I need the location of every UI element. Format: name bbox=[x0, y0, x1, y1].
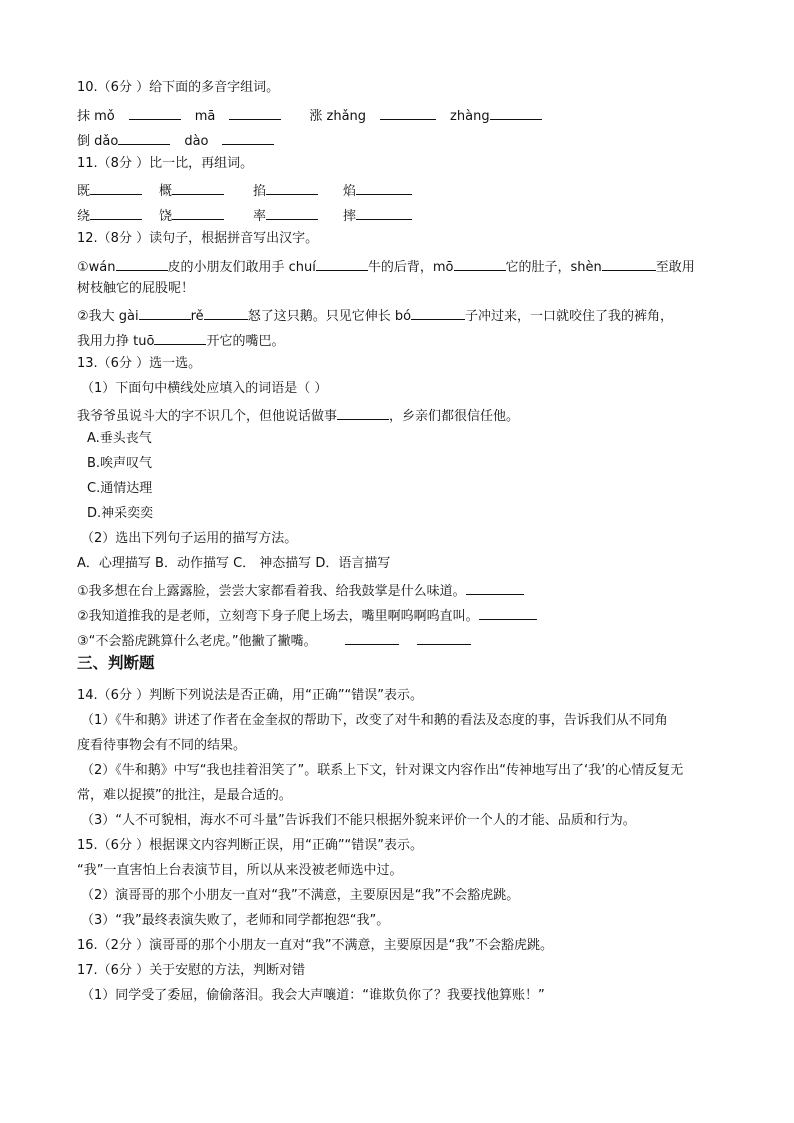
q15-item-3: （3）“我”最终表演失败了，老师和同学都抱怨“我”。 bbox=[81, 913, 390, 928]
q15-item-2: （2）演哥哥的那个小朋友一直对“我”不满意，主要原因是“我”不会豁虎跳。 bbox=[81, 888, 520, 903]
sentence-text: ③“不会豁虎跳算什么老虎。”他撇了撇嘴。 bbox=[77, 634, 317, 649]
q14-item-3: （3）“人不可貌相，海水不可斗量”告诉我们不能只根据外貌来评价一个人的才能、品质和行为。 bbox=[81, 813, 636, 828]
answer-blank[interactable] bbox=[172, 205, 224, 220]
q10-row-2 bbox=[77, 130, 727, 151]
q17-heading: 17.（6分 ）关于安慰的方法，判断对错 bbox=[77, 963, 306, 978]
q11-row-1 bbox=[77, 180, 727, 201]
pinyin-label: 抹 mǒ bbox=[77, 109, 115, 124]
q12-sentence-2-cont bbox=[77, 330, 727, 351]
option-a[interactable]: A.垂头丧气 bbox=[87, 431, 152, 446]
sentence-text: 我爷爷虽说斗大的字不识几个，但他说话做事 bbox=[77, 409, 338, 424]
q17-item-1: （1）同学受了委屈，偷偷落泪。我会大声嚷道：“谁欺负你了？我要找他算账！” bbox=[81, 988, 545, 1003]
answer-blank[interactable] bbox=[222, 130, 274, 145]
char-label: 焰 bbox=[343, 184, 357, 199]
sentence-text: ②我知道推我的是老师，立刻弯下身子爬上场去，嘴里啊呜啊呜直叫。 bbox=[77, 609, 479, 624]
q13-part-1-sentence bbox=[77, 405, 727, 426]
q10-row-1 bbox=[77, 105, 727, 126]
char-label: 饶 bbox=[159, 209, 173, 224]
answer-blank[interactable] bbox=[118, 130, 170, 145]
option-d[interactable]: D.神采奕奕 bbox=[87, 506, 154, 521]
pinyin-label: dào bbox=[184, 134, 209, 149]
char-label: 掐 bbox=[253, 184, 267, 199]
answer-blank[interactable] bbox=[229, 105, 281, 120]
answer-blank[interactable] bbox=[345, 630, 399, 645]
answer-blank[interactable] bbox=[490, 105, 542, 120]
answer-blank[interactable] bbox=[479, 605, 537, 620]
sentence-text: ②我大 gài bbox=[77, 309, 139, 324]
answer-blank[interactable] bbox=[411, 305, 465, 320]
q13-heading: 13.（6分 ）选一选。 bbox=[77, 356, 202, 371]
q14-item-2: （2）《牛和鹅》中写“我也挂着泪笑了”。联系上下文，针对课文内容作出“传神地写出了‘我’的心情反复无 bbox=[81, 763, 684, 778]
char-label: 绕 bbox=[77, 209, 91, 224]
sentence-text: 牛的后背，mō bbox=[367, 260, 454, 275]
sentence-text: 怒了这只鹅。只见它伸长 bó bbox=[247, 309, 412, 324]
answer-blank[interactable] bbox=[380, 105, 436, 120]
q15-heading: 15.（6分 ）根据课文内容判断正误，用“正确”“错误”表示。 bbox=[77, 838, 424, 853]
answer-blank[interactable] bbox=[356, 205, 412, 220]
char-label: 摔 bbox=[343, 209, 357, 224]
answer-blank[interactable] bbox=[602, 256, 656, 271]
answer-blank[interactable] bbox=[90, 180, 142, 195]
q13-sentence-3 bbox=[77, 630, 727, 651]
pinyin-label: 涨 zhǎng bbox=[309, 109, 367, 124]
answer-blank[interactable] bbox=[204, 305, 248, 320]
answer-blank[interactable] bbox=[116, 256, 168, 271]
answer-blank[interactable] bbox=[466, 580, 524, 595]
pinyin-label: zhàng bbox=[450, 109, 490, 124]
answer-blank[interactable] bbox=[266, 180, 318, 195]
sentence-text: 皮的小朋友们敢用手 chuí bbox=[167, 260, 316, 275]
sentence-text: 开它的嘴巴。 bbox=[206, 334, 285, 349]
q14-item-1: （1）《牛和鹅》讲述了作者在金奎叔的帮助下，改变了对牛和鹅的看法及态度的事，告诉我们从不同角 bbox=[81, 713, 668, 728]
sentence-text: 子冲过来，一口就咬住了我的裤角， bbox=[465, 309, 674, 324]
answer-blank[interactable] bbox=[154, 330, 206, 345]
answer-blank[interactable] bbox=[454, 256, 506, 271]
answer-blank[interactable] bbox=[316, 256, 368, 271]
q13-part-2-options: A．心理描写 B．动作描写 C． 神态描写 D．语言描写 bbox=[77, 556, 391, 571]
sentence-text: ①我多想在台上露露脸，尝尝大家都看着我、给我鼓掌是什么味道。 bbox=[77, 584, 466, 599]
q14-item-1-cont: 度看待事物会有不同的结果。 bbox=[77, 738, 247, 753]
sentence-text: 它的肚子，shèn bbox=[505, 260, 602, 275]
q12-sentence-2 bbox=[77, 305, 727, 326]
q13-part-1: （1）下面句中横线处应填入的词语是（ ） bbox=[81, 381, 328, 396]
sentence-text: 至敢用 bbox=[655, 260, 695, 275]
q11-row-2 bbox=[77, 205, 727, 226]
q13-part-2: （2）选出下列句子运用的描写方法。 bbox=[81, 531, 298, 546]
option-c[interactable]: C.通情达理 bbox=[87, 481, 153, 496]
q12-sentence-1-cont: 树枝触它的屁股呢！ bbox=[77, 281, 195, 296]
pinyin-label: mā bbox=[194, 109, 216, 124]
q14-heading: 14.（6分 ）判断下列说法是否正确，用“正确”“错误”表示。 bbox=[77, 688, 424, 703]
q16-heading: 16.（2分 ）演哥哥的那个小朋友一直对“我”不满意，主要原因是“我”不会豁虎跳。 bbox=[77, 938, 554, 953]
q13-sentence-1 bbox=[77, 580, 727, 601]
answer-blank[interactable] bbox=[266, 205, 318, 220]
q14-item-2-cont: 常，难以捉摸”的批注，是最合适的。 bbox=[77, 788, 292, 803]
char-label: 率 bbox=[253, 209, 267, 224]
answer-blank[interactable] bbox=[337, 405, 389, 420]
answer-blank[interactable] bbox=[129, 105, 181, 120]
answer-blank[interactable] bbox=[139, 305, 191, 320]
sentence-text: rě bbox=[190, 309, 204, 324]
sentence-text: ，乡亲们都很信任他。 bbox=[389, 409, 520, 424]
q11-heading: 11.（8分 ）比一比，再组词。 bbox=[77, 156, 254, 171]
q12-sentence-1 bbox=[77, 256, 727, 277]
answer-blank[interactable] bbox=[356, 180, 412, 195]
section-heading: 三、判断题 bbox=[77, 654, 155, 672]
q10-heading: 10.（6分 ）给下面的多音字组词。 bbox=[77, 80, 280, 95]
sentence-text: 我用力挣 tuō bbox=[77, 334, 155, 349]
answer-blank[interactable] bbox=[417, 630, 471, 645]
option-b[interactable]: B.唉声叹气 bbox=[87, 456, 153, 471]
char-label: 既 bbox=[77, 184, 91, 199]
q12-heading: 12.（8分 ）读句子，根据拼音写出汉字。 bbox=[77, 231, 319, 246]
answer-blank[interactable] bbox=[172, 180, 224, 195]
answer-blank[interactable] bbox=[90, 205, 142, 220]
pinyin-label: 倒 dǎo bbox=[77, 134, 119, 149]
q15-item-1: “我”一直害怕上台表演节目，所以从来没被老师选中过。 bbox=[77, 863, 403, 878]
sentence-text: ①wán bbox=[77, 260, 116, 275]
char-label: 概 bbox=[159, 184, 173, 199]
q13-sentence-2 bbox=[77, 605, 727, 626]
